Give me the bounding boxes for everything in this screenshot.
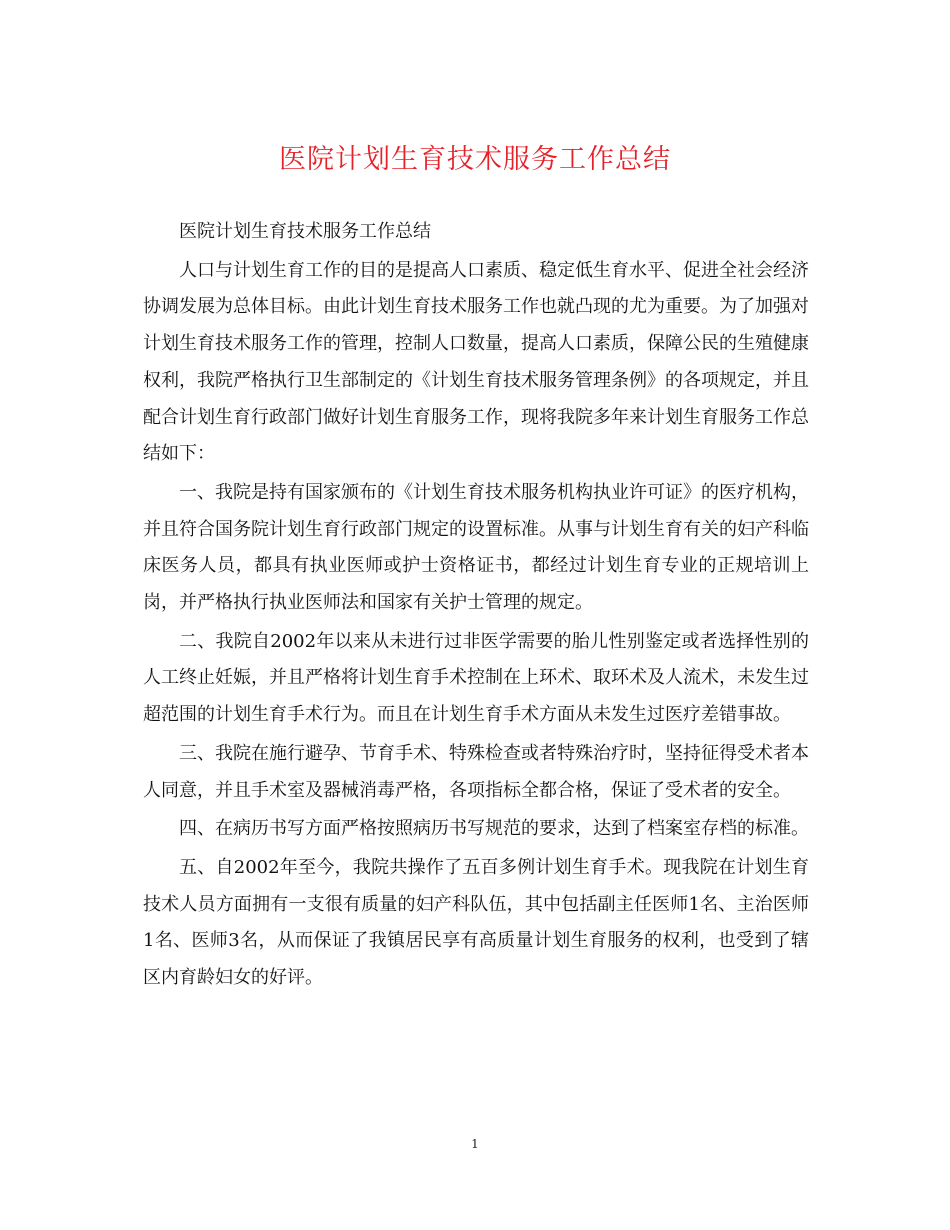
document-title: 医院计划生育技术服务工作总结	[279, 144, 671, 175]
page-number: 1	[471, 1137, 479, 1151]
paragraph-item-3: 三、我院在施行避孕、节育手术、特殊检查或者特殊治疗时，坚持征得受术者本人同意，并且手术室及器械消毒严格，各项指标全都合格，保证了受术者的安全。	[143, 742, 809, 801]
paragraph-subtitle: 医院计划生育技术服务工作总结	[179, 221, 431, 242]
paragraph-intro: 人口与计划生育工作的目的是提高人口素质、稳定低生育水平、促进全社会经济协调发展为总体目标。由此计划生育技术服务工作也就凸现的尤为重要。为了加强对计划生育技术服务工作的管理，控制人口数量，提高人口素质，保障公民的生殖健康权利，我院严格执行卫生部制定的《计划生育技术服务管理条例》的各项规定，并且配合计划生育行政部门做好计划生育服务工作，现将我院多年来计划生育服务工作总结如下：	[143, 259, 809, 465]
paragraph-item-5: 五、自2002年至今，我院共操作了五百多例计划生育手术。现我院在计划生育技术人员方面拥有一支很有质量的妇产科队伍，其中包括副主任医师1名、主治医师1名、医师3名，从而保证了我镇居民享有高质量计划生育服务的权利，也受到了辖区内育龄妇女的好评。	[143, 856, 809, 989]
paragraph-item-1: 一、我院是持有国家颁布的《计划生育技术服务机构执业许可证》的医疗机构，并且符合国务院计划生育行政部门规定的设置标准。从事与计划生育有关的妇产科临床医务人员，都具有执业医师或护士资格证书，都经过计划生育专业的正规培训上岗，并严格执行执业医师法和国家有关护士管理的规定。	[143, 481, 809, 614]
paragraph-item-4: 四、在病历书写方面严格按照病历书写规范的要求，达到了档案室存档的标准。	[179, 818, 809, 840]
paragraph-item-2: 二、我院自2002年以来从未进行过非医学需要的胎儿性别鉴定或者选择性别的人工终止妊娠，并且严格将计划生育手术控制在上环术、取环术及人流术，未发生过超范围的计划生育手术行为。而且在计划生育手术方面从未发生过医疗差错事故。	[143, 630, 809, 726]
document-body	[143, 214, 809, 999]
